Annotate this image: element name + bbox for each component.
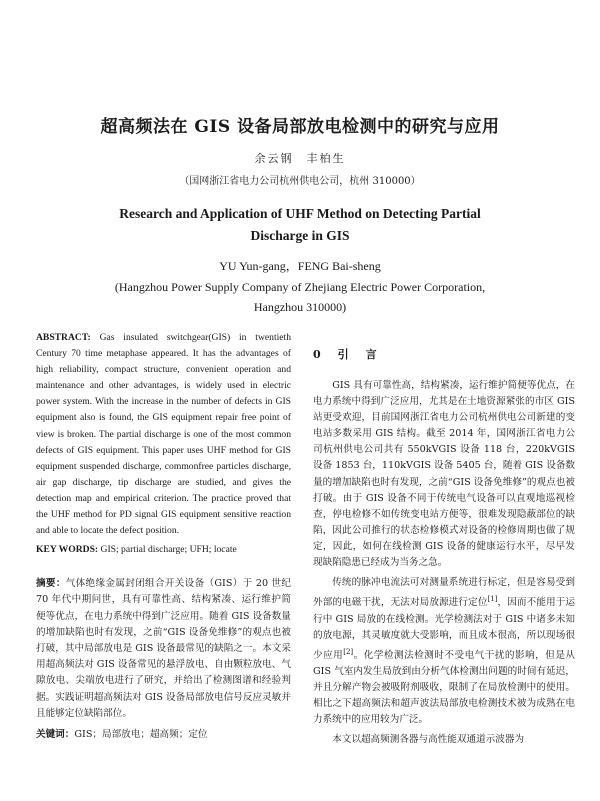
keywords-cn: [36, 727, 291, 743]
paragraph-text: ，因而不能用于运行中 GIS 局放的在线检测。光学检测法对于 GIS 中诸多未知的放电源，其灵敏度就大受影响，而且成本很高，所以现场很少应用: [313, 597, 575, 661]
paragraph-text: 传统的脉冲电流法可对测量系统进行标定，但是容易受到外部的电磁干扰，无法对局放源进行定位: [313, 577, 575, 609]
citation-ref: [2]: [343, 647, 354, 656]
authors-en: YU Yun-gang，FENG Bai-sheng: [219, 259, 381, 273]
body-paragraph: 本文以超高频测各器与高性能双通道示波器为: [332, 734, 525, 746]
citation-ref: [1]: [487, 595, 498, 604]
authors-cn: 余云钢 丰柏生: [254, 152, 346, 165]
abstract-cn: [36, 576, 291, 722]
affiliation-en: (Hangzhou Power Supply Company of Zhejiang Electric Power Corporation, Hangzhou 310000): [114, 280, 486, 314]
keywords-en-text: GIS; partial discharge; UFH; locate: [100, 544, 237, 556]
paper-title-cn: 超高频法在 GIS 设备局部放电检测中的研究与应用: [100, 117, 500, 137]
keywords-en-label: KEY WORDS:: [36, 544, 99, 556]
keywords-cn-label: 关键词：: [36, 729, 75, 741]
affiliation-cn: （国网浙江省电力公司杭州供电公司，杭州 310000）: [179, 176, 421, 187]
abstract-en-text: Gas insulated switchgear(GIS) in twentieth Century 70 time metaphase appeared. It has the advantages of high reliability, compact structure, convenient operation and maintenance and other advantages, is widely used in electric power system. With the increase in the number of defects in GIS equipment also is found, the GIS equipment repair free point of view is broken. The partial discharge is one of the most common defects of GIS equipment. This paper uses UHF method for GIS equipment suspended discharge, commonfree particles discharge, air gap discharge, tip discharge are studied, and gives the detection map and empirical criterion. The practice proved that the UHF method for PD signal GIS equipment sensitive reaction and able to locate the defect position.: [36, 332, 291, 537]
keywords-cn-text: GIS；局部放电；超高频；定位: [74, 729, 208, 741]
abstract-cn-text: 气体绝缘金属封闭组合开关设备（GIS）于 20 世纪 70 年代中期问世，具有可靠性高、结构紧凑、运行维护简便等优点，在电力系统中得到广泛应用。随着 GIS 设备数量的增加缺陷也时有发现，之前“GIS 设备免维修”的观点也被打破，其中局部放电是 GIS 设备最常见的缺陷之一。本文采用超高频法对 GIS 设备常见的悬浮放电、自由颗粒放电、气隙放电、尖端放电进行了研究，并给出了检测图谱和经验判据。实践证明超高频法对 GIS 设备局部放电信号反应灵敏并且能够定位缺陷部位。: [36, 578, 291, 719]
abstract-en: [36, 330, 291, 539]
right-column: [313, 346, 575, 752]
paragraph-text: 。化学检测法检测时不受电气干扰的影响，但是从 GIS 气室内发生局放到由分析气体检测出问题的时间有延迟，并且分解产物会被吸附剂吸收，限制了在局放检测中的使用。相比之下超高频法和超声波法局部放电检测技术被为成熟在电力系统中的应用较为广泛。: [313, 649, 575, 726]
abstract-cn-label: 摘要：: [36, 578, 66, 590]
left-column: [36, 330, 291, 743]
body-paragraph: GIS 具有可靠性高，结构紧凑，运行维护简便等优点，在电力系统中得到广泛应用，尤其是在土地资源紧张的市区 GIS 站更受欢迎，目前国网浙江省电力公司杭州供电公司新建的变电站多数采用 GIS 结构。截至 2014 年，国网浙江省电力公司杭州供电公司共有 550kVGIS 设备 118 台，220kVGIS 设备 1853 台，110kVGIS 设备 5405 台，随着 GIS 设备数量的增加缺陷也时有发现，之前“GIS 设备免维修”的观点也被打破。由于 GIS 设备不同于传统电气设备可以直观地巡视检查，停电检修不如传统变电站方便等，很难发现隐蔽部位的缺陷，因此公司推行的状态检修模式对设备的检修周期也做了规定，因此，如何在线检测 GIS 设备的健康运行水平，尽早发现缺陷隐患已经成为当务之急。: [313, 380, 576, 569]
body-paragraph: [313, 575, 575, 728]
keywords-en: [36, 542, 291, 558]
paper-title-en: Research and Application of UHF Method on Detecting Partial Discharge in GIS: [119, 206, 481, 243]
abstract-en-label: ABSTRACT:: [36, 332, 91, 343]
section-heading: 0 引 言: [313, 348, 380, 361]
